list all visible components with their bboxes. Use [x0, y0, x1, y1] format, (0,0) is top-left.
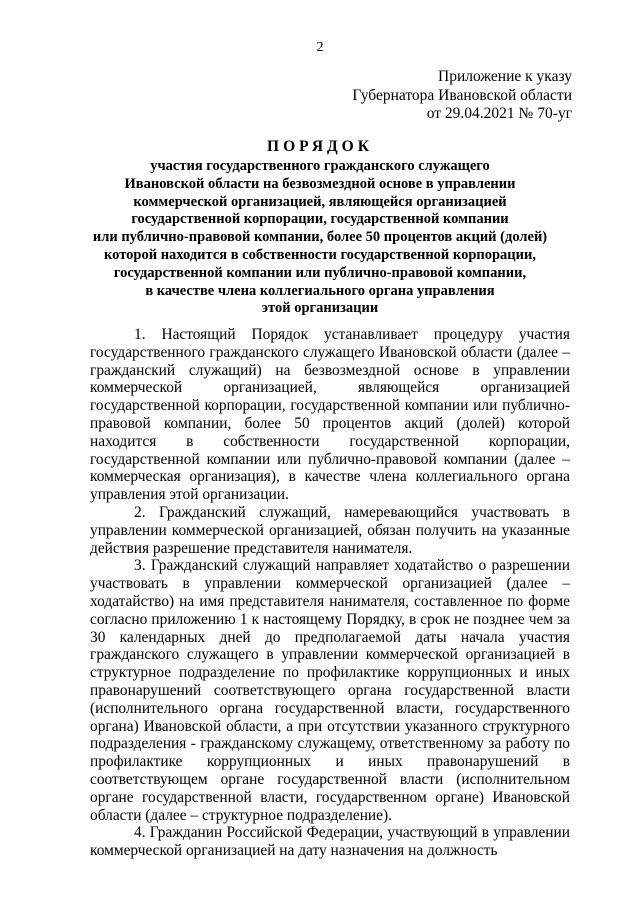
subtitle-line: государственной компании или публично-правовой компании,: [113, 264, 527, 281]
subtitle-line: коммерческой организацией, являющейся организацией: [133, 193, 507, 210]
document-title: ПОРЯДОК: [267, 138, 373, 155]
subtitle-line: Ивановской области на безвозмездной основе в управлении: [124, 175, 516, 192]
subtitle-line: участия государственного гражданского служащего: [150, 158, 490, 174]
paragraph-3: 3. Гражданский служащий направляет ходатайство о разрешении участвовать в управлении коммерческой организацией (далее – ходатайство) на имя представителя нанимателя, составленное по форме согласно приложению 1 к настоящему Порядку, в срок не позднее чем за 30 календарных дней до предполагаемой даты начала участия гражданского служащего в управлении коммерческой организацией в структурное подразделение по профилактике коррупционных и иных правонарушений соответствующего органа государственной власти (исполнительного органа государственной власти, государственного органа) Ивановской области, а при отсутствии указанного структурного подразделения - гражданскому служащему, ответственному за работу по профилактике коррупционных и иных правонарушений в соответствующем органе государственной власти (исполнительном органе государственной власти, государственном органе) Ивановской области (далее – структурное подразделение).: [90, 557, 570, 824]
appendix-line: от 29.04.2021 № 70-уг: [426, 105, 572, 122]
page-number: 2: [316, 40, 324, 55]
paragraph-2: 2. Гражданский служащий, намеревающийся участвовать в управлении коммерческой организацией, обязан получить на указанные действия разрешение представителя нанимателя.: [90, 503, 570, 557]
paragraph-4: 4. Гражданин Российской Федерации, участвующий в управлении коммерческой организацией на дату назначения на должность: [90, 824, 570, 860]
subtitle-line: или публично-правовой компании, более 50 процентов акций (долей): [92, 229, 548, 246]
subtitle-line: этой организации: [261, 300, 379, 317]
paragraph-1: 1. Настоящий Порядок устанавливает процедуру участия государственного гражданского служащего Ивановской области (далее – гражданский служащий) на безвозмездной основе в управлении коммерческой организацией, являющейся организацией государственной корпорации, государственной компании или публично-правовой компании, более 50 процентов акций (долей) которой находится в собственности государственной корпорации, государственной компании или публично-правовой компании (далее – коммерческая организация), в качестве члена коллегиального органа управления этой организации.: [90, 326, 570, 504]
subtitle-line: в качестве члена коллегиального органа управления: [145, 282, 495, 299]
document-subtitle: [60, 158, 580, 318]
appendix-line: Приложение к указу: [438, 68, 572, 85]
subtitle-line: которой находится в собственности государственной корпорации,: [104, 246, 536, 263]
appendix-line: Губернатора Ивановской области: [352, 86, 572, 104]
document-body: [90, 326, 570, 860]
subtitle-line: государственной корпорации, государственной компании: [131, 211, 509, 228]
appendix-note: [352, 68, 572, 124]
